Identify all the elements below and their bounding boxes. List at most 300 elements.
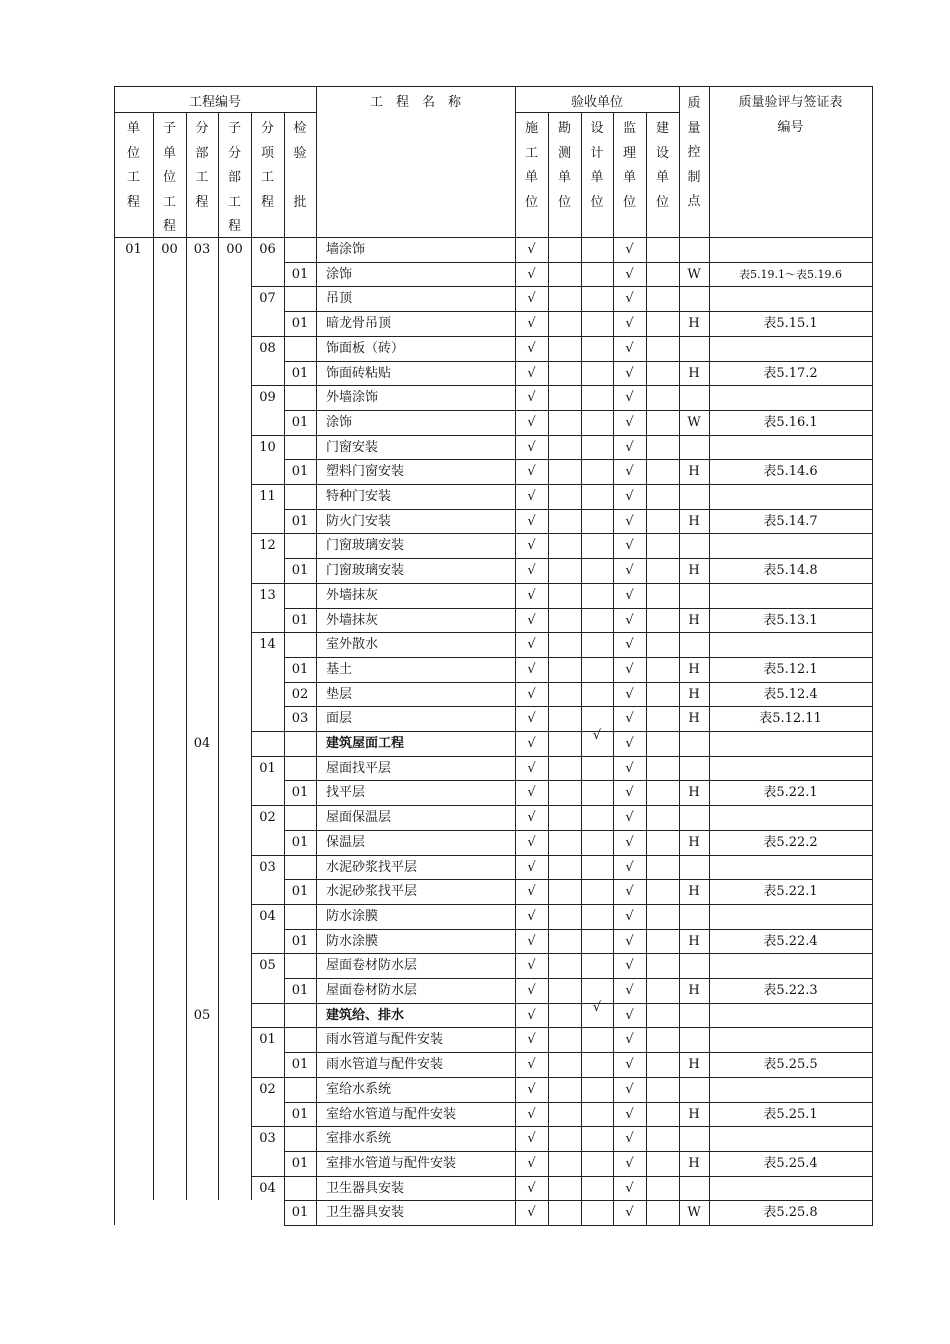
check-mark-jl: √: [625, 834, 634, 850]
check-mark-jl: √: [625, 637, 634, 653]
project-name: 外墙抹灰: [326, 612, 379, 628]
quality-point-code: W: [687, 266, 701, 282]
check-mark-sg: √: [527, 884, 536, 900]
header-group-rule: [114, 112, 316, 113]
check-mark-jl: √: [625, 464, 634, 480]
unit-code: 01: [125, 242, 142, 257]
check-mark-jl: √: [625, 736, 634, 751]
check-mark-sg: √: [527, 834, 536, 850]
lot-code: 01: [291, 1106, 309, 1122]
quality-point-code: H: [688, 983, 700, 998]
header-supervision-char: 单: [622, 170, 636, 185]
table-row-rule: [251, 1003, 872, 1004]
check-mark-sg: √: [527, 859, 536, 875]
project-name: 保温层: [326, 834, 366, 850]
table-row-rule: [284, 706, 872, 707]
header-construction-char: 施: [524, 121, 538, 136]
form-number: 表5.25.5: [763, 1057, 818, 1073]
item-code: 02: [259, 1081, 276, 1097]
item-code: 13: [259, 587, 276, 603]
check-mark-sg: √: [527, 1032, 536, 1048]
header-supervision-char: 理: [622, 145, 636, 161]
quality-point-code: H: [688, 464, 700, 480]
quality-point-code: H: [688, 513, 700, 529]
table-row-rule: [284, 1102, 872, 1103]
check-mark-jl: √: [625, 884, 634, 900]
check-mark-jl: √: [625, 958, 634, 974]
check-mark-sg: √: [527, 316, 536, 332]
form-number: 表5.16.1: [763, 414, 818, 430]
quality-point-code: W: [687, 414, 701, 430]
check-mark-sg: √: [527, 1106, 536, 1122]
table-row-rule: [284, 1151, 872, 1152]
item-code: 08: [259, 340, 276, 356]
form-number: 表5.13.1: [763, 612, 818, 628]
subdivision-code: 00: [226, 242, 243, 257]
check-mark-jl: √: [625, 439, 634, 455]
table-row-rule: [284, 1052, 872, 1053]
lot-code: 01: [291, 983, 309, 998]
project-name: 基土: [326, 661, 353, 677]
header-division-char: 部: [195, 145, 209, 161]
lot-code: 01: [291, 513, 309, 529]
lot-code: 01: [291, 365, 309, 381]
header-sub-division-char: 程: [227, 219, 241, 234]
header-item-char: 分: [260, 121, 274, 136]
quality-point-code: H: [688, 711, 700, 727]
quality-point-code: H: [688, 785, 700, 801]
project-name: 水泥砂浆找平层: [326, 884, 418, 900]
quality-point-code: H: [688, 563, 700, 579]
check-mark-jl: √: [625, 340, 634, 356]
header-sub-unit-project-char: 位: [162, 170, 176, 185]
check-mark-sg: √: [527, 736, 536, 751]
item-code: 02: [259, 810, 276, 826]
project-name: 门窗玻璃安装: [326, 538, 405, 554]
item-code: 03: [259, 1131, 276, 1147]
lot-code: 01: [291, 884, 309, 900]
check-mark-jl: √: [625, 587, 634, 603]
project-name: 防火门安装: [326, 513, 392, 529]
form-number: 表5.12.11: [759, 711, 822, 727]
check-mark-sg: √: [527, 242, 536, 257]
header-supervision-char: 位: [622, 194, 636, 210]
table-row-rule: [284, 682, 872, 683]
col-rule-lot: [284, 237, 285, 1225]
check-mark-sg: √: [527, 1007, 536, 1023]
header-inspection-lot-char: 批: [293, 194, 307, 210]
project-name: 暗龙骨吊顶: [326, 316, 392, 332]
header-group-code: 工程编号: [188, 95, 241, 110]
project-name: 外墙涂饰: [326, 390, 379, 406]
project-name: 防水涂膜: [326, 933, 379, 949]
lot-code: 01: [291, 661, 309, 677]
header-sub-unit-project-char: 程: [162, 219, 176, 234]
header-sub-unit-project-char: 单: [162, 145, 176, 161]
check-mark-sg: √: [527, 1180, 536, 1196]
check-mark-sg: √: [527, 489, 536, 504]
check-mark-sg: √: [527, 612, 536, 628]
project-name: 防水涂膜: [326, 908, 379, 924]
header-unit-project-char: 工: [126, 170, 140, 185]
table-row-rule: [284, 1225, 872, 1226]
lot-code: 01: [291, 563, 309, 579]
project-name: 屋面卷材防水层: [326, 958, 418, 974]
check-mark-jl: √: [625, 291, 634, 307]
check-mark-jl: √: [625, 785, 634, 801]
form-number: 表5.22.2: [763, 834, 818, 850]
header-inspection-lot-char: 检: [293, 121, 307, 136]
check-mark-jl: √: [625, 686, 634, 702]
check-mark-jl: √: [625, 538, 634, 554]
header-supervision-char: 监: [622, 121, 636, 136]
check-mark-sg: √: [527, 983, 536, 998]
item-code: 14: [259, 637, 276, 653]
table-row-rule: [284, 262, 872, 263]
project-name: 室给水管道与配件安装: [326, 1106, 457, 1122]
form-number: 表5.19.1～表5.19.6: [739, 267, 842, 281]
check-mark-jl: √: [625, 1057, 634, 1073]
col-rule-name: [316, 86, 317, 1225]
check-mark-sj: √: [592, 728, 602, 743]
table-row-rule: [284, 311, 872, 312]
item-code: 11: [259, 489, 276, 504]
table-row-rule: [251, 855, 872, 856]
project-name: 屋面保温层: [326, 810, 392, 826]
project-name: 屋面找平层: [326, 760, 392, 776]
check-mark-sg: √: [527, 464, 536, 480]
lot-code: 02: [291, 686, 309, 702]
table-row-rule: [251, 1176, 872, 1177]
check-mark-jl: √: [625, 859, 634, 875]
form-number: 表5.22.1: [763, 785, 818, 801]
project-name: 卫生器具安装: [326, 1205, 405, 1221]
header-unit-project-char: 单: [126, 121, 140, 136]
quality-point-code: H: [688, 661, 700, 677]
header-quality-point-char: 点: [687, 194, 701, 209]
form-number: 表5.12.4: [763, 686, 818, 702]
check-mark-jl: √: [625, 1032, 634, 1048]
header-owner-char: 单: [655, 170, 669, 185]
header-quality-point-char: 量: [687, 120, 701, 136]
header-acceptance: 验收单位: [570, 95, 623, 110]
project-name: 涂饰: [326, 414, 353, 430]
check-mark-jl: √: [625, 365, 634, 381]
check-mark-sg: √: [527, 390, 536, 406]
project-name: 找平层: [326, 785, 366, 801]
table-row-rule: [284, 361, 872, 362]
col-rule-code: [186, 237, 187, 1200]
check-mark-sg: √: [527, 563, 536, 579]
lot-code: 01: [291, 1155, 309, 1171]
item-code: 07: [259, 291, 276, 307]
table-row-rule: [284, 879, 872, 880]
header-design-char: 位: [590, 194, 604, 210]
header-quality-point-char: 制: [687, 169, 701, 185]
form-number: 表5.22.4: [763, 933, 818, 949]
header-design-char: 设: [590, 121, 604, 136]
check-mark-sg: √: [527, 439, 536, 455]
table-row-rule: [251, 756, 872, 757]
header-survey-char: 测: [557, 145, 571, 161]
table-row-rule: [251, 286, 872, 287]
project-name: 门窗玻璃安装: [326, 563, 405, 579]
item-code: 01: [259, 760, 276, 776]
form-number: 表5.14.7: [763, 513, 818, 529]
project-name: 屋面卷材防水层: [326, 983, 418, 998]
table-row-rule: [284, 608, 872, 609]
check-mark-sg: √: [527, 686, 536, 702]
project-name: 水泥砂浆找平层: [326, 859, 418, 875]
lot-code: 01: [291, 1205, 309, 1221]
check-mark-jl: √: [625, 242, 634, 257]
item-code: 06: [259, 242, 276, 257]
lot-code: 01: [291, 1057, 309, 1073]
col-rule-code: [218, 237, 219, 1200]
project-name: 饰面板（砖）: [326, 340, 405, 356]
check-mark-jl: √: [625, 1106, 634, 1122]
table-row-rule: [284, 509, 872, 510]
check-mark-jl: √: [625, 563, 634, 579]
lot-code: 01: [291, 266, 309, 282]
table-row-rule: [284, 780, 872, 781]
check-mark-jl: √: [625, 316, 634, 332]
header-construction-char: 位: [524, 194, 538, 210]
lot-code: 01: [291, 612, 309, 628]
quality-point-code: H: [688, 884, 700, 900]
table-row-rule: [284, 830, 872, 831]
project-name: 门窗安装: [326, 439, 379, 455]
header-owner-char: 建: [655, 121, 669, 136]
check-mark-jl: √: [625, 661, 634, 677]
check-mark-sg: √: [527, 1057, 536, 1073]
col-rule-item: [251, 237, 252, 1200]
header-name: 工 程 名 称: [369, 95, 461, 110]
lot-code: 01: [291, 933, 309, 949]
check-mark-sg: √: [527, 1081, 536, 1097]
header-sub-division-char: 部: [227, 170, 241, 185]
quality-point-code: H: [688, 933, 700, 949]
table-row-rule: [251, 336, 872, 337]
project-name: 卫生器具安装: [326, 1180, 405, 1196]
project-name: 建筑屋面工程: [326, 736, 405, 751]
item-code: 12: [259, 538, 276, 554]
project-name: 饰面砖粘贴: [326, 365, 392, 381]
form-number: 表5.22.1: [763, 884, 818, 900]
item-code: 10: [259, 439, 276, 455]
lot-code: 01: [291, 834, 309, 850]
check-mark-sg: √: [527, 1205, 536, 1221]
header-item-char: 程: [260, 194, 274, 210]
form-number: 表5.17.2: [763, 365, 818, 381]
lot-code: 03: [291, 711, 309, 727]
project-name: 雨水管道与配件安装: [326, 1057, 444, 1073]
item-code: 03: [259, 859, 276, 875]
table-row-rule: [251, 731, 872, 732]
table-row-rule: [284, 459, 872, 460]
header-owner-char: 设: [655, 145, 669, 161]
project-name: 外墙抹灰: [326, 587, 379, 603]
quality-point-code: H: [688, 365, 700, 381]
check-mark-sj: √: [592, 999, 602, 1015]
check-mark-jl: √: [625, 1131, 634, 1147]
table-row-rule: [251, 1027, 872, 1028]
lot-code: 01: [291, 464, 309, 480]
table-row-rule: [251, 1126, 872, 1127]
col-rule-sub: [581, 112, 582, 1225]
quality-point-code: H: [688, 686, 700, 702]
check-mark-jl: √: [625, 513, 634, 529]
header-form-no-sub: 编号: [777, 120, 804, 135]
quality-point-code: H: [688, 834, 700, 850]
check-mark-sg: √: [527, 661, 536, 677]
quality-point-code: H: [688, 1106, 700, 1122]
project-name: 特种门安装: [326, 489, 392, 504]
project-name: 室排水系统: [326, 1131, 392, 1147]
header-division-char: 程: [195, 194, 209, 210]
header-construction-char: 单: [524, 170, 538, 185]
form-number: 表5.15.1: [763, 316, 818, 332]
division-code: 04: [193, 736, 211, 751]
check-mark-sg: √: [527, 266, 536, 282]
header-unit-project-char: 位: [126, 145, 140, 161]
check-mark-sg: √: [527, 291, 536, 307]
check-mark-sg: √: [527, 908, 536, 924]
check-mark-sg: √: [527, 340, 536, 356]
form-number: 表5.14.8: [763, 563, 818, 579]
project-name: 涂饰: [326, 266, 353, 282]
project-name: 室外散水: [326, 637, 379, 653]
check-mark-jl: √: [625, 1155, 634, 1171]
check-mark-sg: √: [527, 587, 536, 603]
item-code: 09: [259, 390, 276, 406]
check-mark-jl: √: [625, 933, 634, 949]
header-sub-division-char: 工: [227, 194, 241, 210]
header-sub-unit-project-char: 工: [162, 194, 176, 210]
header-sub-unit-project-char: 子: [162, 121, 176, 136]
division-code: 05: [193, 1007, 211, 1023]
table-row-rule: [251, 632, 872, 633]
check-mark-sg: √: [527, 365, 536, 381]
check-mark-jl: √: [625, 612, 634, 628]
table-row-rule: [284, 558, 872, 559]
check-mark-jl: √: [625, 908, 634, 924]
project-name: 室排水管道与配件安装: [326, 1155, 457, 1171]
table-row-rule: [284, 410, 872, 411]
check-mark-jl: √: [625, 760, 634, 776]
table-row-rule: [251, 583, 872, 584]
col-rule-code: [153, 237, 154, 1200]
check-mark-jl: √: [625, 390, 634, 406]
col-rule-form: [709, 86, 710, 1225]
table-top-border: [114, 86, 873, 87]
header-survey-char: 位: [557, 194, 571, 210]
header-quality-point-char: 控: [687, 145, 701, 160]
check-mark-sg: √: [527, 637, 536, 653]
header-construction-char: 工: [524, 145, 538, 161]
quality-point-code: H: [688, 1155, 700, 1171]
check-mark-sg: √: [527, 958, 536, 974]
check-mark-jl: √: [625, 711, 634, 727]
form-number: 表5.25.4: [763, 1155, 818, 1171]
item-code: 05: [259, 958, 276, 974]
lot-code: 01: [291, 785, 309, 801]
check-mark-jl: √: [625, 1081, 634, 1097]
check-mark-sg: √: [527, 513, 536, 529]
project-name: 塑料门窗安装: [326, 464, 405, 480]
table-row-rule: [251, 484, 872, 485]
form-number: 表5.12.1: [763, 661, 818, 677]
header-unit-project-char: 程: [126, 194, 140, 210]
header-group-rule: [515, 112, 679, 113]
item-code: 04: [259, 1180, 276, 1196]
table-row-rule: [251, 385, 872, 386]
col-rule-sub: [646, 112, 647, 1225]
check-mark-sg: √: [527, 1155, 536, 1171]
quality-point-code: H: [688, 1057, 700, 1073]
check-mark-jl: √: [625, 983, 634, 998]
table-row-rule: [284, 1200, 872, 1201]
check-mark-sg: √: [527, 1131, 536, 1147]
header-owner-char: 位: [655, 194, 669, 210]
header-division-char: 工: [195, 170, 209, 185]
table-row-rule: [251, 1077, 872, 1078]
project-name: 吊顶: [326, 291, 353, 307]
check-mark-jl: √: [625, 414, 634, 430]
header-quality-point-char: 质: [687, 96, 701, 111]
project-name: 雨水管道与配件安装: [326, 1032, 444, 1048]
check-mark-sg: √: [527, 538, 536, 554]
check-mark-jl: √: [625, 489, 634, 504]
header-sub-division-char: 子: [227, 121, 241, 136]
project-name: 墙涂饰: [326, 242, 366, 257]
check-mark-jl: √: [625, 1007, 634, 1023]
subunit-code: 00: [161, 242, 178, 257]
quality-point-code: H: [688, 612, 700, 628]
check-mark-sg: √: [527, 810, 536, 826]
table-row-rule: [251, 904, 872, 905]
item-code: 04: [259, 908, 276, 924]
table-row-rule: [251, 953, 872, 954]
project-name: 建筑给、排水: [326, 1007, 405, 1023]
check-mark-jl: √: [625, 1205, 634, 1221]
header-division-char: 分: [195, 121, 209, 136]
lot-code: 01: [291, 316, 309, 332]
header-sub-division-char: 分: [227, 145, 241, 161]
quality-point-code: H: [688, 316, 700, 332]
check-mark-sg: √: [527, 785, 536, 801]
check-mark-sg: √: [527, 933, 536, 949]
table-row-rule: [251, 435, 872, 436]
form-number: 表5.25.1: [763, 1106, 818, 1122]
check-mark-jl: √: [625, 810, 634, 826]
lot-code: 01: [291, 414, 309, 430]
header-design-char: 单: [590, 170, 604, 185]
item-code: 01: [259, 1032, 276, 1048]
form-number: 表5.14.6: [763, 464, 818, 480]
form-number: 表5.25.8: [763, 1205, 818, 1221]
project-name: 面层: [326, 711, 353, 727]
header-design-char: 计: [590, 145, 604, 161]
col-rule-sub: [548, 112, 549, 1225]
table-row-rule: [251, 533, 872, 534]
division-code: 03: [193, 242, 211, 257]
check-mark-jl: √: [625, 1180, 634, 1196]
check-mark-jl: √: [625, 266, 634, 282]
header-item-char: 项: [260, 145, 274, 161]
check-mark-sg: √: [527, 711, 536, 727]
check-mark-sg: √: [527, 760, 536, 776]
